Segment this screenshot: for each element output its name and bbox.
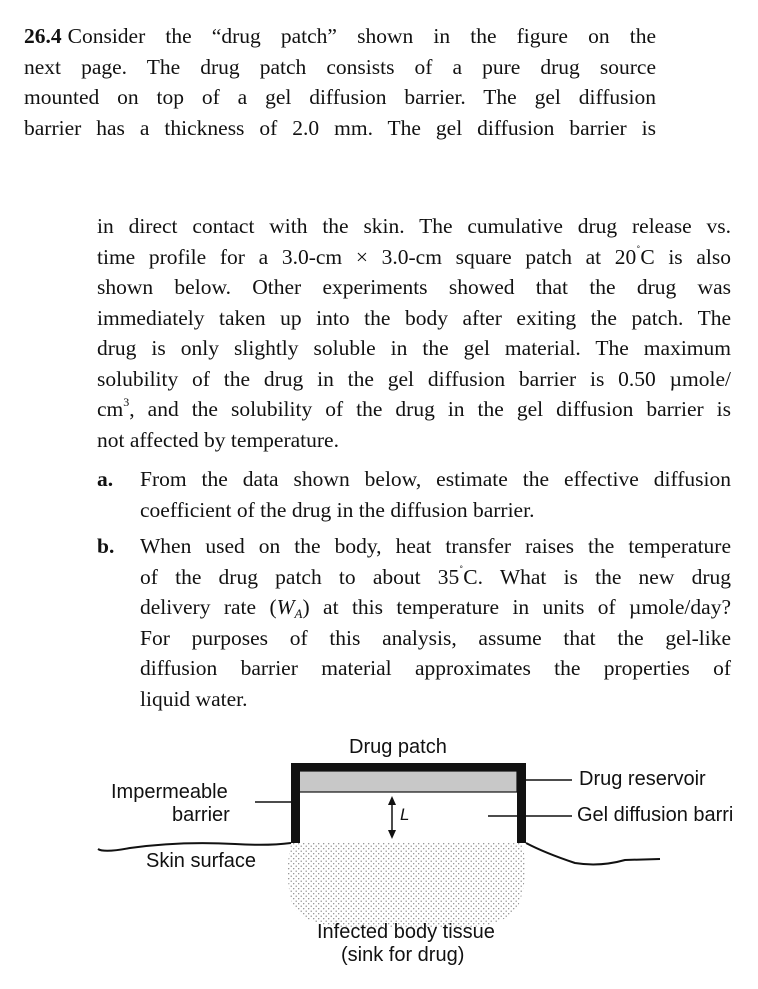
skin-surface-line-right bbox=[526, 843, 660, 864]
part-b-line-4: For purposes of this analysis, assume that the gel-like bbox=[140, 625, 731, 650]
thickness-arrow-head-up bbox=[388, 796, 396, 805]
continued-line-8: not affected by temperature. bbox=[97, 427, 339, 452]
drug-patch-figure bbox=[0, 725, 758, 984]
continued-line-5: drug is only slightly soluble in the gel material. The maximum bbox=[97, 336, 731, 360]
intro-line-2: next page. The drug patch consists of a pure drug source bbox=[24, 54, 656, 79]
part-a-line-2: coefficient of the drug in the diffusion barrier. bbox=[140, 497, 535, 522]
variable-w: W bbox=[276, 595, 295, 619]
part-a-label: a. bbox=[97, 467, 114, 491]
continued-line-3: shown below. Other experiments showed that the drug was bbox=[97, 275, 731, 299]
degree-sign: ˚ bbox=[636, 242, 641, 257]
label-barrier: barrier bbox=[172, 804, 230, 826]
continued-line-7 bbox=[97, 394, 731, 425]
label-impermeable: Impermeable bbox=[111, 781, 228, 803]
continued-line-1: in direct contact with the skin. The cumulative drug release vs. bbox=[97, 214, 731, 238]
continued-line-2-end: C is also bbox=[640, 244, 731, 269]
degree-sign-b: ˚ bbox=[459, 562, 464, 577]
unit-cm: cm bbox=[97, 397, 124, 421]
drug-reservoir bbox=[295, 771, 517, 792]
label-gel-diffusion-barrier: Gel diffusion barri bbox=[577, 804, 734, 826]
subscript-a: A bbox=[294, 606, 303, 621]
intro-line-4: barrier has a thickness of 2.0 mm. The gel diffusion barrier is bbox=[24, 115, 656, 140]
label-sink-for-drug: (sink for drug) bbox=[341, 944, 465, 966]
part-b-line-3-end: ) at this temperature in units of µmole/day? bbox=[302, 595, 731, 619]
barrier-top bbox=[291, 763, 526, 771]
label-infected-tissue: Infected body tissue bbox=[317, 921, 495, 943]
figure-title: Drug patch bbox=[349, 736, 447, 758]
problem-intro bbox=[24, 21, 656, 143]
continued-line-6: solubility of the drug in the gel diffusion barrier is 0.50 µmole/ bbox=[97, 366, 731, 391]
part-b-line-2-text: of the drug patch to about 35 bbox=[140, 564, 460, 589]
part-b-line-3 bbox=[140, 592, 731, 623]
part-b-line-6: liquid water. bbox=[140, 686, 248, 711]
superscript-3: 3 bbox=[123, 395, 130, 409]
barrier-right bbox=[517, 763, 526, 843]
label-drug-reservoir: Drug reservoir bbox=[579, 768, 706, 790]
problem-number: 26.4 bbox=[24, 24, 62, 48]
label-skin-surface: Skin surface bbox=[146, 850, 257, 872]
part-b-line-2 bbox=[140, 562, 731, 593]
intro-line-1: Consider the “drug patch” shown in the figure on the bbox=[67, 24, 656, 48]
continued-line-7-text: , and the solubility of the drug in the gel diffusion barrier is bbox=[129, 397, 731, 421]
continued-line-2 bbox=[97, 242, 731, 273]
part-b-line-5: diffusion barrier material approximates the properties of bbox=[140, 656, 731, 680]
tissue-region bbox=[288, 843, 525, 927]
barrier-left bbox=[291, 763, 300, 843]
part-b-line-1: When used on the body, heat transfer raises the temperature bbox=[140, 534, 731, 558]
part-a-line-1: From the data shown below, estimate the effective diffusion bbox=[140, 467, 731, 491]
label-thickness-l: L bbox=[400, 805, 410, 824]
part-b-label: b. bbox=[97, 534, 115, 558]
continued-line-4: immediately taken up into the body after exiting the patch. The bbox=[97, 305, 731, 330]
part-b-line-3-text: delivery rate ( bbox=[140, 595, 277, 619]
part-b-line-2-end: C. What is the new drug bbox=[463, 564, 731, 589]
problem-continued bbox=[97, 211, 731, 455]
intro-line-3: mounted on top of a gel diffusion barrier. The gel diffusion bbox=[24, 85, 656, 109]
continued-line-2-text: time profile for a 3.0-cm × 3.0-cm square patch at 20 bbox=[97, 244, 637, 269]
thickness-arrow-head-down bbox=[388, 830, 396, 839]
